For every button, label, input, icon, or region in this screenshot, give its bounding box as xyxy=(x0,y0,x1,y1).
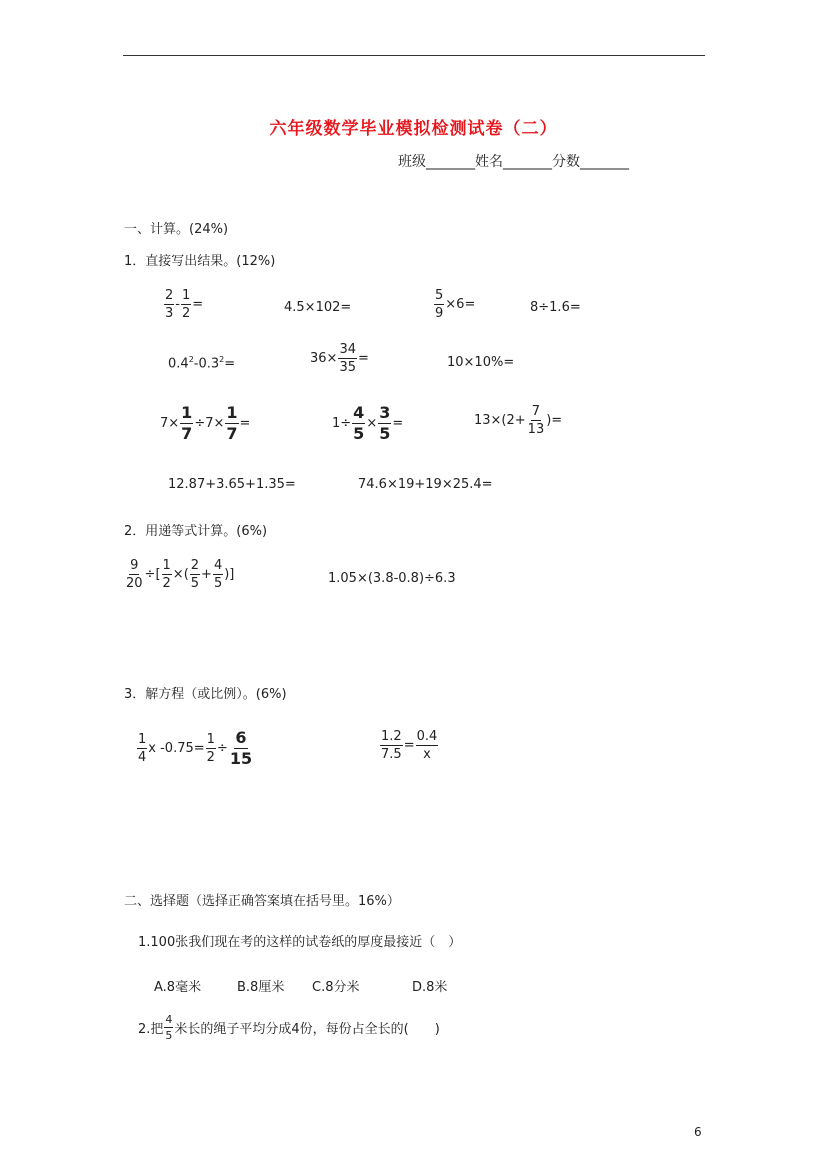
expr-10: 13×(2+ $\frac{7}{13}$ )= xyxy=(474,404,563,437)
q2-expr-2: 1.05×(3.8-0.8)÷6.3 xyxy=(328,571,456,586)
fraction: $\frac{5}{9}$ xyxy=(435,288,444,321)
expr-6: 36× $\frac{34}{35}$ = xyxy=(310,342,369,375)
fraction: $\frac{4}{5}$ xyxy=(353,403,365,443)
section1-heading: 一、计算。(24%) xyxy=(124,222,229,237)
fraction: $\frac{6}{15}$ xyxy=(229,728,253,768)
q2-expr-1: $\frac{9}{20}$ ÷[ $\frac{1}{2}$ ×( $\frac{2}{5}$ + $\frac{4}{5}$ )] xyxy=(126,558,235,591)
expr-7: 10×10%= xyxy=(447,355,515,370)
fraction: $\frac{7}{13}$ xyxy=(527,404,545,437)
header-rule xyxy=(123,55,705,56)
fraction: $\frac{1}{2}$ xyxy=(181,288,191,321)
fraction: $\frac{1}{2}$ xyxy=(162,558,171,591)
choice-q2-text: 2.把 $\frac{4}{5}$ 米长的绳子平均分成4份，每份占全长的( ) xyxy=(138,1013,440,1042)
expr-12: 74.6×19+19×25.4= xyxy=(358,477,493,492)
choice-q1-option-b: B.8厘米 xyxy=(237,980,285,995)
q1-heading: 1．直接写出结果。(12%) xyxy=(124,254,276,269)
expr-1: $\frac{2}{3}$ - $\frac{1}{2}$ = xyxy=(165,288,204,321)
fraction: $\frac{1.2}{7.5}$ xyxy=(381,729,402,762)
expr-2: 4.5×102= xyxy=(284,300,352,315)
expr-4: 8÷1.6= xyxy=(530,300,581,315)
page-number: 6 xyxy=(694,1125,702,1139)
page-title: 六年级数学毕业模拟检测试卷（二） xyxy=(269,119,558,139)
fraction: $\frac{2}{5}$ xyxy=(190,558,200,591)
fraction: $\frac{0.4}{x}$ xyxy=(416,729,438,762)
student-info-line: 班级_______姓名_______分数_______ xyxy=(398,154,629,170)
fraction: $\frac{1}{4}$ xyxy=(138,732,147,765)
choice-q1-option-d: D.8米 xyxy=(412,980,448,995)
expr-9: 1÷ $\frac{4}{5}$ × $\frac{3}{5}$ = xyxy=(332,403,404,443)
expr-5: $0.4^2-0.3^2=$ xyxy=(168,355,236,372)
q3-heading: 3．解方程（或比例）。(6%) xyxy=(124,687,287,702)
q3-equation-2: $\frac{1.2}{7.5}$ = $\frac{0.4}{x}$ xyxy=(381,729,438,762)
choice-q1-option-c: C.8分米 xyxy=(312,980,360,995)
fraction: $\frac{1}{7}$ xyxy=(181,403,193,443)
fraction: $\frac{2}{3}$ xyxy=(165,288,174,321)
expr-11: 12.87+3.65+1.35= xyxy=(168,477,296,492)
fraction: $\frac{4}{5}$ xyxy=(165,1013,173,1042)
choice-q1-text: 1.100张我们现在考的这样的试卷纸的厚度最接近（ ） xyxy=(138,935,462,950)
fraction: $\frac{3}{5}$ xyxy=(379,403,391,443)
fraction: $\frac{34}{35}$ xyxy=(339,342,356,375)
choice-q1-option-a: A.8毫米 xyxy=(154,980,202,995)
q2-heading: 2．用递等式计算。(6%) xyxy=(124,524,268,539)
expr-8: 7× $\frac{1}{7}$ ÷7× $\frac{1}{7}$ = xyxy=(160,403,251,443)
q3-equation-1: $\frac{1}{4}$ x -0.75= $\frac{1}{2}$ ÷ $\frac{6}{15}$ xyxy=(138,728,253,768)
fraction: $\frac{9}{20}$ xyxy=(126,558,143,591)
expr-3: $\frac{5}{9}$ ×6= xyxy=(435,288,476,321)
fraction: $\frac{4}{5}$ xyxy=(213,558,223,591)
fraction: $\frac{1}{7}$ xyxy=(226,403,238,443)
fraction: $\frac{1}{2}$ xyxy=(206,732,215,765)
section2-heading: 二、选择题（选择正确答案填在括号里。16%） xyxy=(124,894,400,909)
